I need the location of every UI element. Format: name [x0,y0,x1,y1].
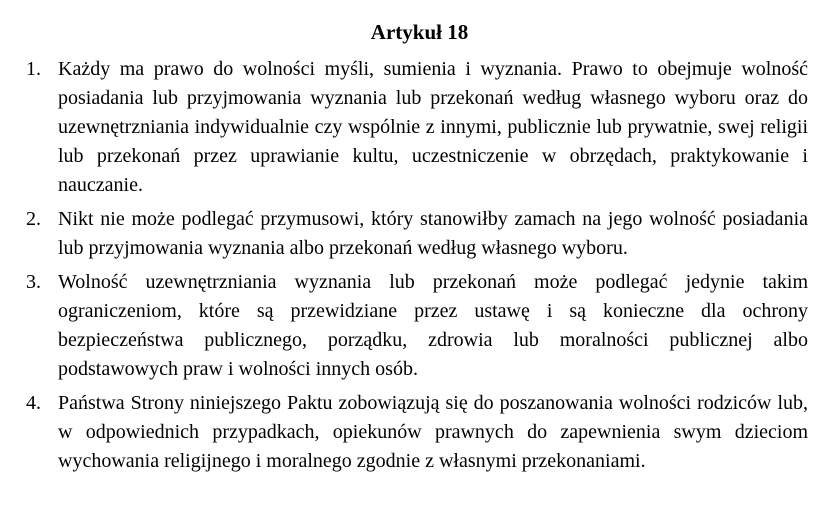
article-paragraph-list [26,55,808,481]
paragraph-number: 4. [26,392,41,414]
article-paragraph-3 [26,268,808,384]
paragraph-text: Wolność uzewnętrzniania wyznania lub przekonań może podlegać jedynie takim ograniczeniom, które są przewidziane przez ustawę i są konieczne dla ochrony bezpieczeństwa publicznego, porządku, zdrowia lub moralności publicznej albo podstawowych praw i wolności innych osób. [58,271,808,380]
paragraph-text: Nikt nie może podlegać przymusowi, który stanowiłby zamach na jego wolność posiadania lub przyjmowania wyznania albo przekonań według własnego wyboru. [58,208,808,259]
paragraph-text: Państwa Strony niniejszego Paktu zobowiązują się do poszanowania wolności rodziców lub, w odpowiednich przypadkach, opiekunów prawnych do zapewnienia swym dzieciom wychowania religijnego i moralnego zgodnie z własnymi przekonaniami. [58,392,808,472]
article-paragraph-4 [26,389,808,476]
article-paragraph-1 [26,55,808,200]
paragraph-number: 2. [26,208,41,230]
paragraph-number: 3. [26,271,41,293]
paragraph-text: Każdy ma prawo do wolności myśli, sumienia i wyznania. Prawo to obejmuje wolność posiadania lub przyjmowania wyznania lub przekonań według własnego wyboru oraz do uzewnętrzniania indywidualnie czy wspólnie z innymi, publicznie lub prywatnie, swej religii lub przekonań przez uprawianie kultu, uczestniczenie w obrzędach, praktykowanie i nauczanie. [58,58,808,196]
paragraph-number: 1. [26,58,41,80]
article-paragraph-2 [26,205,808,263]
article-title: Artykuł 18 [370,20,469,44]
